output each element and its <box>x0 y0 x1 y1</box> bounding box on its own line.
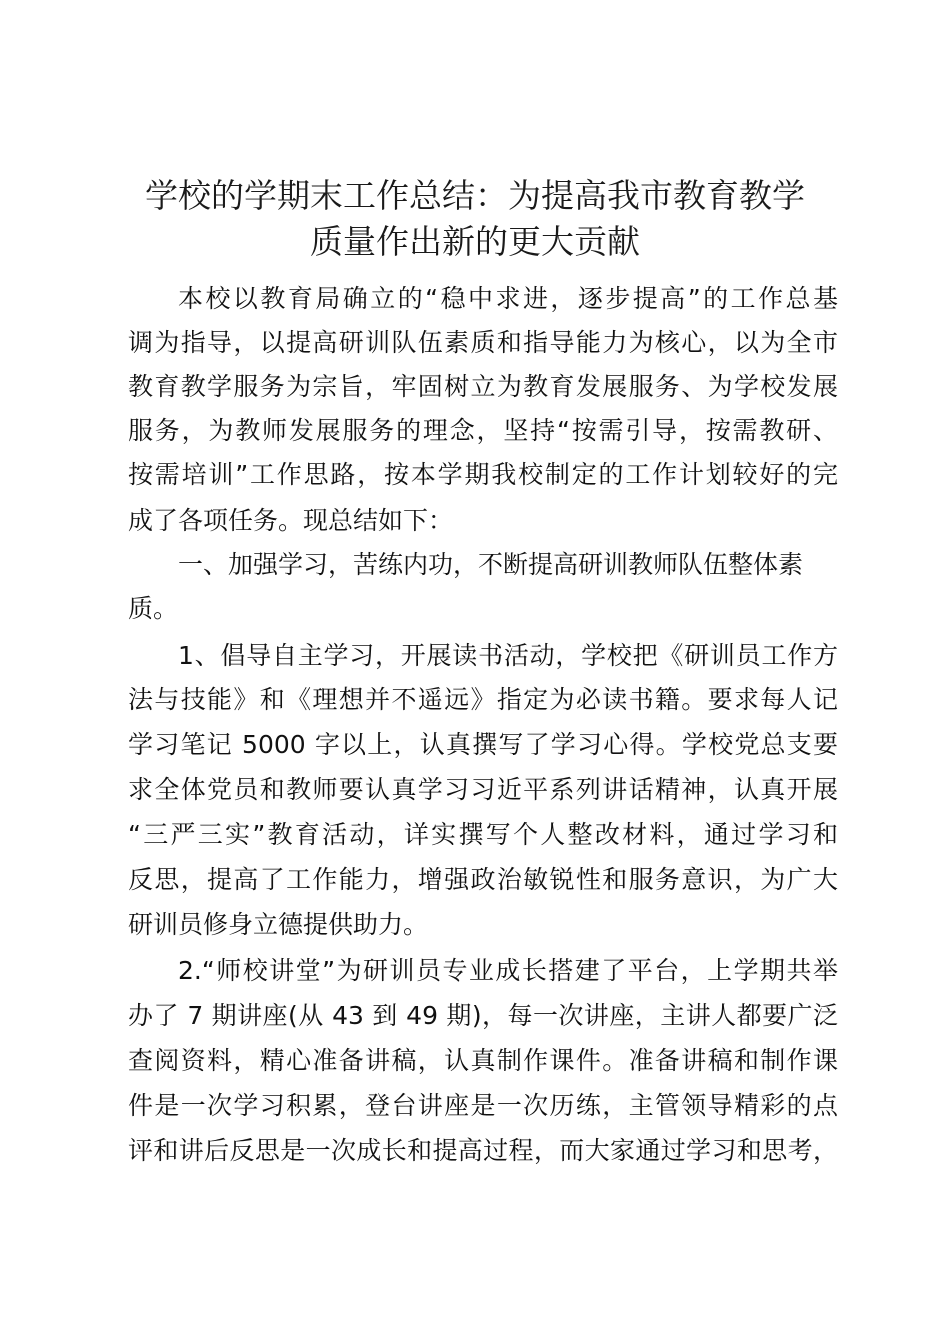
paragraph-line: 成了各项任务。现总结如下： <box>128 506 454 535</box>
paragraph-line: 评和讲后反思是一次成长和提高过程，而大家通过学习和思考， <box>128 1136 838 1165</box>
paragraph-line: 1、倡导自主学习，开展读书活动，学校把《研训员工作方 <box>178 641 838 670</box>
paragraph-line: 教育教学服务为宗旨，牢固树立为教育发展服务、为学校发展 <box>128 372 838 401</box>
paragraph-line: 2.“师校讲堂”为研训员专业成长搭建了平台，上学期共举 <box>178 956 838 985</box>
document-title-line-1: 学校的学期末工作总结：为提高我市教育教学 <box>145 176 805 215</box>
section-heading-line: 质。 <box>128 594 179 623</box>
section-heading-line: 一、加强学习，苦练内功，不断提高研训教师队伍整体素 <box>178 550 804 579</box>
paragraph-line: 法与技能》和《理想并不遥远》指定为必读书籍。要求每人记 <box>128 685 838 714</box>
document-title-line-2: 质量作出新的更大贡献 <box>310 222 640 261</box>
paragraph-line: 反思，提高了工作能力，增强政治敏锐性和服务意识，为广大 <box>128 865 838 894</box>
paragraph-line: 本校以教育局确立的“稳中求进，逐步提高”的工作总基 <box>178 284 838 313</box>
paragraph-line: “三严三实”教育活动，详实撰写个人整改材料，通过学习和 <box>128 820 838 849</box>
paragraph-line: 件是一次学习积累，登台讲座是一次历练，主管领导精彩的点 <box>128 1091 838 1120</box>
paragraph-line: 办了 7 期讲座(从 43 到 49 期)，每一次讲座，主讲人都要广泛 <box>128 1001 838 1030</box>
paragraph-line: 按需培训”工作思路，按本学期我校制定的工作计划较好的完 <box>128 460 838 489</box>
paragraph-line: 研训员修身立德提供助力。 <box>128 910 429 939</box>
paragraph-line: 求全体党员和教师要认真学习习近平系列讲话精神，认真开展 <box>128 775 838 804</box>
paragraph-line: 调为指导，以提高研训队伍素质和指导能力为核心，以为全市 <box>128 328 838 357</box>
paragraph-line: 查阅资料，精心准备讲稿，认真制作课件。准备讲稿和制作课 <box>128 1046 838 1075</box>
paragraph-line: 学习笔记 5000 字以上，认真撰写了学习心得。学校党总支要 <box>128 730 838 759</box>
paragraph-line: 服务，为教师发展服务的理念，坚持“按需引导，按需教研、 <box>128 416 838 445</box>
